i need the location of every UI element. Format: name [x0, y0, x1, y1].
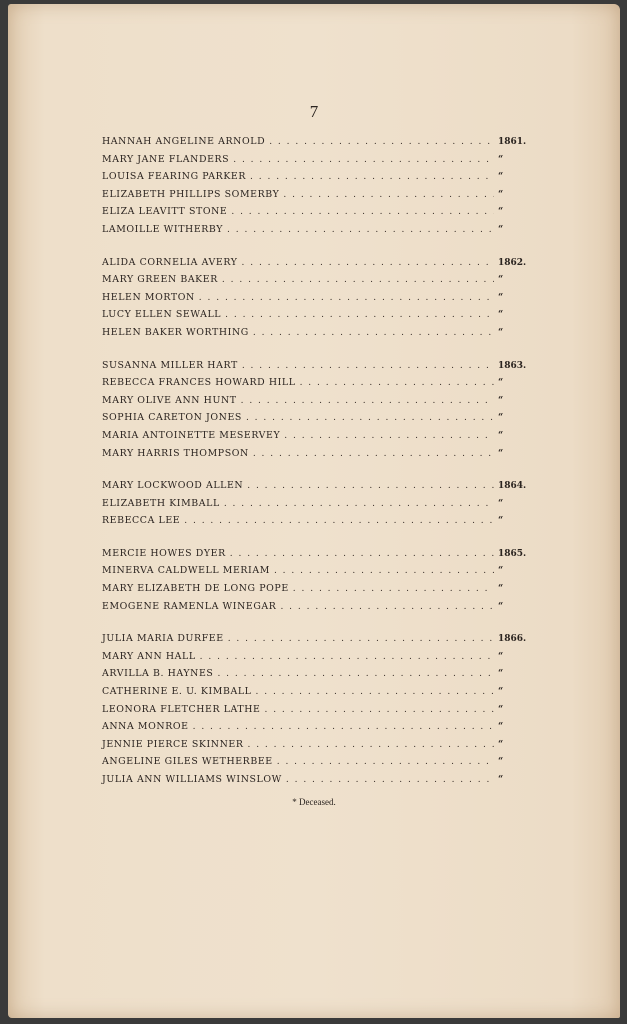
entry-name: HELEN MORTON: [102, 291, 195, 303]
class-group-1863: [102, 360, 532, 466]
entry-name: MARY HARRIS THOMPSON: [102, 447, 249, 459]
document-page: [8, 4, 620, 1018]
dot-leader: [284, 431, 494, 441]
entry-name: CATHERINE E. U. KIMBALL: [102, 686, 252, 698]
entry-name: MARY ELIZABETH DE LONG POPE: [102, 583, 289, 595]
list-item: [102, 395, 532, 413]
dot-leader: [242, 361, 494, 371]
entry-name: MARY GREEN BAKER: [102, 274, 218, 286]
entry-name: ANNA MONROE: [102, 721, 189, 733]
list-item: [102, 548, 532, 566]
entry-year: “: [498, 601, 504, 612]
entry-name: REBECCA LEE: [102, 515, 181, 527]
dot-leader: [264, 705, 494, 715]
dot-leader: [269, 137, 494, 147]
class-group-1866: [102, 633, 532, 791]
list-item: [102, 189, 532, 207]
list-item: [102, 515, 532, 533]
entry-year: “: [498, 775, 504, 785]
list-item: [102, 224, 532, 242]
dot-leader: [280, 602, 494, 612]
dot-leader: [217, 669, 494, 679]
entry-year: “: [498, 207, 504, 218]
entry-name: LOUISA FEARING PARKER: [102, 171, 247, 183]
entry-name: JULIA MARIA DURFEE: [102, 633, 224, 645]
entry-name: MARIA ANTOINETTE MESERVEY: [102, 429, 281, 441]
entry-name: LUCY ELLEN SEWALL: [102, 309, 222, 321]
entry-name: LEONORA FLETCHER LATHE: [102, 703, 261, 715]
entry-year: “: [498, 154, 504, 165]
entry-year: 1863.: [498, 360, 527, 371]
entry-year: “: [498, 516, 504, 527]
list-item: [102, 136, 532, 154]
list-item: [102, 633, 532, 651]
dot-leader: [224, 499, 494, 509]
list-item: [102, 377, 532, 395]
list-item: [102, 601, 532, 619]
list-item: [102, 257, 532, 275]
entry-name: MARY OLIVE ANN HUNT: [102, 394, 237, 406]
entry-name: JULIA ANN WILLIAMS WINSLOW: [102, 774, 282, 785]
dot-leader: [199, 293, 494, 303]
entry-name: ANGELINE GILES WETHERBEE: [102, 756, 273, 768]
list-item: [102, 498, 532, 516]
class-group-1864: [102, 480, 532, 533]
list-item: [102, 309, 532, 327]
entry-year: “: [498, 669, 504, 680]
list-item: [102, 756, 532, 774]
list-item: [102, 412, 532, 430]
dot-leader: [253, 328, 494, 338]
entry-year: “: [498, 584, 504, 595]
list-item: [102, 721, 532, 739]
dot-leader: [231, 207, 494, 217]
entry-year: “: [498, 310, 504, 321]
list-item: [102, 448, 532, 466]
list-item: [102, 686, 532, 704]
entry-name: ARVILLA B. HAYNES: [102, 668, 214, 680]
entry-year: “: [498, 739, 504, 750]
dot-leader: [200, 652, 494, 662]
entry-year: 1861.: [498, 137, 527, 147]
list-item: [102, 480, 532, 498]
entry-year: “: [498, 327, 504, 338]
entry-year: “: [498, 378, 504, 389]
dot-leader: [225, 310, 494, 320]
entry-name: ELIZABETH KIMBALL: [102, 497, 220, 509]
entry-name: LAMOILLE WITHERBY: [102, 223, 224, 235]
entry-name: MARY LOCKWOOD ALLEN: [102, 480, 244, 492]
dot-leader: [247, 740, 494, 750]
entry-name: JENNIE PIERCE SKINNER: [102, 738, 244, 750]
dot-leader: [247, 481, 494, 491]
list-item: [102, 292, 532, 310]
list-item: [102, 651, 532, 669]
list-item: [102, 774, 532, 792]
entry-year: “: [498, 448, 504, 459]
list-item: [102, 668, 532, 686]
class-group-1861: [102, 136, 532, 242]
list-item: [102, 154, 532, 172]
list-item: [102, 565, 532, 583]
entry-year: “: [498, 413, 504, 424]
entry-name: MINERVA CALDWELL MERIAM: [102, 565, 270, 577]
dot-leader: [228, 634, 494, 644]
entry-name: HANNAH ANGELINE ARNOLD: [102, 136, 266, 147]
dot-leader: [242, 258, 495, 268]
entry-name: MERCIE HOWES DYER: [102, 547, 226, 559]
list-item: [102, 206, 532, 224]
dot-leader: [277, 757, 494, 767]
entry-year: “: [498, 757, 504, 768]
dot-leader: [286, 775, 494, 785]
dot-leader: [184, 516, 494, 526]
list-item: [102, 171, 532, 189]
list-item: [102, 327, 532, 345]
entry-year: 1865.: [498, 548, 527, 559]
entry-year: “: [498, 704, 504, 715]
entry-year: “: [498, 687, 504, 698]
entry-year: “: [498, 722, 504, 733]
entry-year: “: [498, 292, 504, 303]
dot-leader: [283, 190, 494, 200]
entry-year: “: [498, 498, 504, 509]
graduate-list: [102, 136, 532, 807]
class-group-1865: [102, 548, 532, 618]
entry-name: SUSANNA MILLER HART: [102, 359, 238, 371]
dot-leader: [256, 687, 494, 697]
entry-year: “: [498, 566, 504, 577]
entry-year: 1866.: [498, 634, 527, 645]
dot-leader: [222, 275, 494, 285]
entry-name: MARY ANN HALL: [102, 650, 196, 662]
dot-leader: [293, 584, 494, 594]
entry-year: “: [498, 430, 504, 441]
entry-name: EMOGENE RAMENLA WINEGAR: [102, 600, 277, 612]
dot-leader: [300, 378, 494, 388]
entry-year: “: [498, 651, 504, 662]
footnote: * Deceased.: [292, 797, 336, 807]
entry-year: 1862.: [498, 257, 527, 268]
entry-year: “: [498, 172, 504, 183]
entry-name: SOPHIA CARETON JONES: [102, 412, 242, 424]
entry-name: REBECCA FRANCES HOWARD HILL: [102, 377, 296, 389]
entry-year: “: [498, 275, 504, 286]
dot-leader: [246, 413, 494, 423]
entry-year: “: [498, 395, 504, 406]
list-item: [102, 274, 532, 292]
list-item: [102, 704, 532, 722]
entry-year: “: [498, 224, 504, 235]
list-item: [102, 430, 532, 448]
entry-year: 1864.: [498, 481, 527, 492]
dot-leader: [230, 549, 494, 559]
dot-leader: [241, 396, 494, 406]
dot-leader: [193, 722, 494, 732]
list-item: [102, 739, 532, 757]
dot-leader: [227, 225, 494, 235]
entry-year: “: [498, 189, 504, 200]
dot-leader: [253, 449, 494, 459]
dot-leader: [250, 172, 494, 182]
dot-leader: [233, 155, 494, 165]
list-item: [102, 583, 532, 601]
entry-name: ELIZABETH PHILLIPS SOMERBY: [102, 188, 280, 200]
list-item: [102, 360, 532, 378]
entry-name: ELIZA LEAVITT STONE: [102, 206, 228, 218]
class-group-1862: [102, 257, 532, 345]
page-number: 7: [309, 102, 319, 121]
entry-name: HELEN BAKER WORTHING: [102, 326, 249, 338]
entry-name: MARY JANE FLANDERS: [102, 153, 230, 165]
entry-name: ALIDA CORNELIA AVERY: [102, 256, 238, 268]
dot-leader: [274, 566, 494, 576]
